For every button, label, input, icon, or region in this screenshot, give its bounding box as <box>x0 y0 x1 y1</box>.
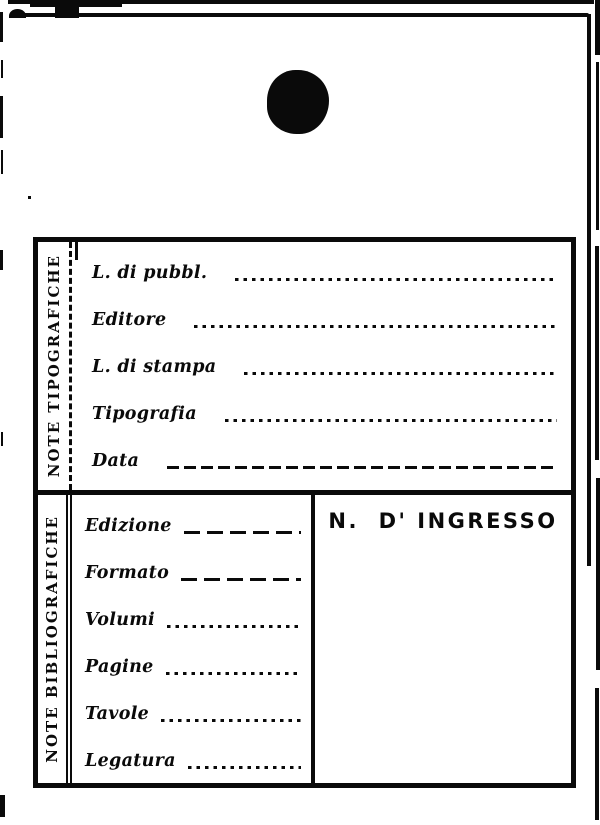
field-row <box>92 437 557 484</box>
section-note-tipografiche <box>38 242 571 495</box>
field-label: Tipografia <box>92 403 197 424</box>
scan-artifact-left-edge <box>1 150 3 174</box>
field-blank-line <box>194 325 557 328</box>
scan-artifact-left-edge <box>1 432 3 446</box>
ingresso-title: N. D' INGRESSO <box>328 509 558 533</box>
field-row <box>92 296 557 343</box>
field-label: Editore <box>92 309 167 330</box>
field-label: Legatura <box>85 750 176 771</box>
field-label: Formato <box>85 562 170 583</box>
field-row <box>85 549 301 596</box>
field-row <box>85 737 301 784</box>
frame-top-rule <box>16 13 589 17</box>
catalog-card-table <box>33 237 576 788</box>
field-label: Pagine <box>85 656 154 677</box>
field-row <box>92 343 557 390</box>
field-blank-line <box>166 672 301 675</box>
scan-artifact-right-edge <box>596 478 600 670</box>
field-label: L. di pubbl. <box>92 262 208 283</box>
scan-artifact-left-edge <box>0 12 3 42</box>
field-blank-line <box>235 278 557 281</box>
scan-artifact-left-edge <box>1 60 3 78</box>
scan-artifact-bottom-left <box>0 795 5 817</box>
field-row <box>85 643 301 690</box>
section-side-label: NOTE BIBLIOGRAFICHE <box>43 515 61 763</box>
field-blank-line <box>161 719 301 722</box>
field-label: Data <box>92 450 140 471</box>
field-row <box>92 390 557 437</box>
fields-column <box>72 242 571 490</box>
fields-column <box>72 495 311 783</box>
ingresso-cell <box>311 495 571 783</box>
scan-artifact-left-edge <box>0 250 3 270</box>
field-label: Tavole <box>85 703 150 724</box>
frame-right-rule <box>587 14 591 566</box>
field-blank-line <box>167 625 301 628</box>
scan-artifact-right-edge <box>595 246 599 460</box>
scan-artifact-left-edge <box>0 96 3 138</box>
field-blank-line <box>188 766 301 769</box>
scan-artifact-right-edge <box>595 688 599 820</box>
field-row <box>85 596 301 643</box>
field-row <box>92 249 557 296</box>
hole-punch-dot <box>267 70 329 134</box>
side-label-column <box>38 495 72 783</box>
field-blank-line <box>244 372 557 375</box>
field-blank-line <box>181 578 301 581</box>
field-label: Volumi <box>85 609 155 630</box>
section-side-label: NOTE TIPOGRAFICHE <box>44 254 63 478</box>
field-label: L. di stampa <box>92 356 217 377</box>
scan-artifact-right-edge <box>595 0 600 55</box>
section-note-bibliografiche <box>38 495 571 783</box>
scan-artifact-right-edge <box>596 62 599 230</box>
side-label-column <box>38 242 72 490</box>
field-row <box>85 690 301 737</box>
field-blank-line <box>184 531 301 534</box>
field-row <box>85 502 301 549</box>
field-label: Edizione <box>85 515 172 536</box>
field-blank-line <box>167 466 557 469</box>
field-blank-line <box>225 419 557 422</box>
scan-artifact-speck <box>28 196 31 199</box>
